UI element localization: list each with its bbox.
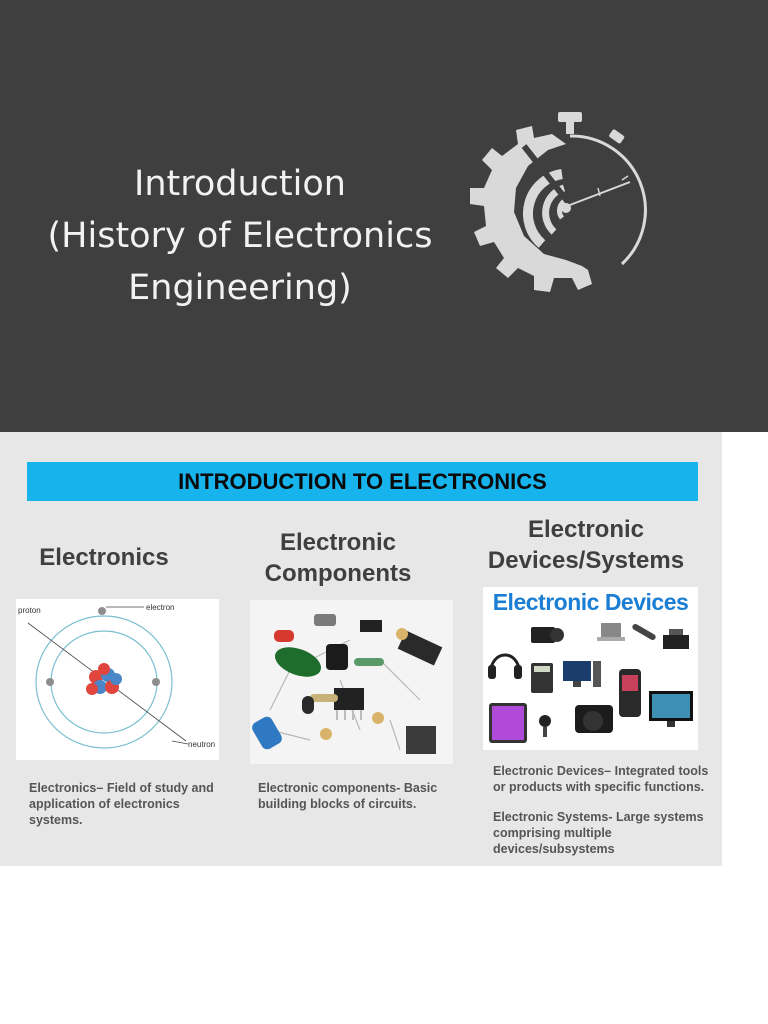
column-heading-line: Electronic [279,529,397,556]
title-slide [0,0,768,432]
slide-title-line: (History of Electronics [47,216,433,256]
column-heading-line: Electronic [527,516,645,543]
intro-slide [0,432,722,866]
column-heading-electronics [14,542,194,573]
column-heading-line: Devices/Systems [487,547,685,574]
systems-description: Electronic Systems- Large systems comprising multiple devices/subsystems [493,810,704,856]
column-heading-line: Components [264,560,412,587]
devices-image-title: Electronic Devices [492,589,689,615]
slide-title-line: Introduction [134,164,346,204]
gear-stopwatch-icon [462,104,662,310]
electronic-components-photo-icon [250,600,453,764]
atom-diagram-icon [16,599,219,760]
column-heading-devices [470,514,702,576]
neutron-label: neutron [188,740,216,749]
electronic-devices-collage-icon [483,587,698,750]
components-description: Electronic components- Basic building blocks of circuits. [258,781,438,811]
electronics-description: Electronics– Field of study and application of electronics systems. [29,781,214,827]
column-heading-line: Electronics [39,544,169,571]
section-banner: INTRODUCTION TO ELECTRONICS [27,462,698,501]
devices-description: Electronic Devices– Integrated tools or products with specific functions. [493,764,709,794]
slide-title-line: Engineering) [128,268,352,308]
proton-label: proton [18,606,41,615]
slide-title [20,158,460,314]
column-heading-components [248,527,428,589]
electron-label: electron [146,603,175,612]
